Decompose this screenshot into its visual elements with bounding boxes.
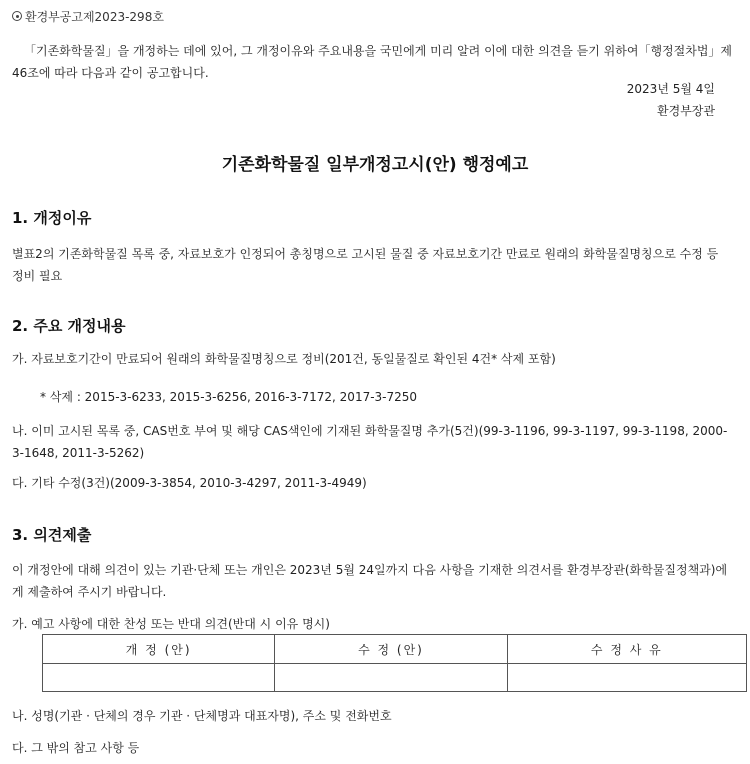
changes-item-b: 나. 이미 고시된 목록 중, CAS번호 부여 및 해당 CAS색인에 기재된 화학물질명 추가(5건)(99-3-1196, 99-3-1197, 99-3-1198, 2000-3-1648, 2011-3-5262) <box>12 424 728 460</box>
section-heading-reason: 1. 개정이유 <box>12 209 92 227</box>
table-cell <box>507 664 746 692</box>
table-cell <box>275 664 507 692</box>
document-title: 기존화학물질 일부개정고시(안) 행정예고 <box>221 155 529 175</box>
changes-item-a: 가. 자료보호기간이 만료되어 원래의 화학물질명칭으로 정비(201건, 동일물질로 확인된 4건* 삭제 포함) <box>12 352 556 366</box>
opinion-item-c: 다. 그 밖의 참고 사항 등 <box>12 741 140 755</box>
table-header-row <box>43 635 747 664</box>
opinion-table <box>42 634 747 692</box>
notice-number: 환경부공고제2023-298호 <box>12 8 164 25</box>
opinion-body: 이 개정안에 대해 의견이 있는 기관·단체 또는 개인은 2023년 5월 24일까지 다음 사항을 기재한 의견서를 환경부장관(화학물질정책과)에게 제출하여 주시기 바랍니다. <box>12 563 728 599</box>
section-heading-changes: 2. 주요 개정내용 <box>12 317 126 335</box>
section-heading-opinion: 3. 의견제출 <box>12 526 92 544</box>
opinion-item-a: 가. 예고 사항에 대한 찬성 또는 반대 의견(반대 시 이유 명시) <box>12 617 330 631</box>
opinion-item-b: 나. 성명(기관 · 단체의 경우 기관 · 단체명과 대표자명), 주소 및 전화번호 <box>12 709 392 723</box>
table-header-cell: 수 정 (안) <box>275 635 507 664</box>
changes-item-a-note: * 삭제 : 2015-3-6233, 2015-3-6256, 2016-3-7172, 2017-3-7250 <box>40 390 418 404</box>
table-header-cell: 개 정 (안) <box>43 635 275 664</box>
bullet-circle-icon <box>12 11 22 21</box>
notice-date: 2023년 5월 4일 <box>626 82 715 96</box>
table-header-cell: 수 정 사 유 <box>507 635 746 664</box>
table-row <box>43 664 747 692</box>
reason-body: 별표2의 기존화학물질 목록 중, 자료보호가 인정되어 총칭명으로 고시된 물질 중 자료보호기간 만료로 원래의 화학물질명칭으로 수정 등 정비 필요 <box>12 247 719 283</box>
table-cell <box>43 664 275 692</box>
signatory: 환경부장관 <box>657 104 715 118</box>
changes-item-c: 다. 기타 수정(3건)(2009-3-3854, 2010-3-4297, 2011-3-4949) <box>12 476 367 490</box>
intro-paragraph: 「기존화학물질」을 개정하는 데에 있어, 그 개정이유와 주요내용을 국민에게 미리 알려 이에 대한 의견을 듣기 위하여「행정절차법」제46조에 따라 다음과 같이 공고합니다. <box>12 44 733 80</box>
